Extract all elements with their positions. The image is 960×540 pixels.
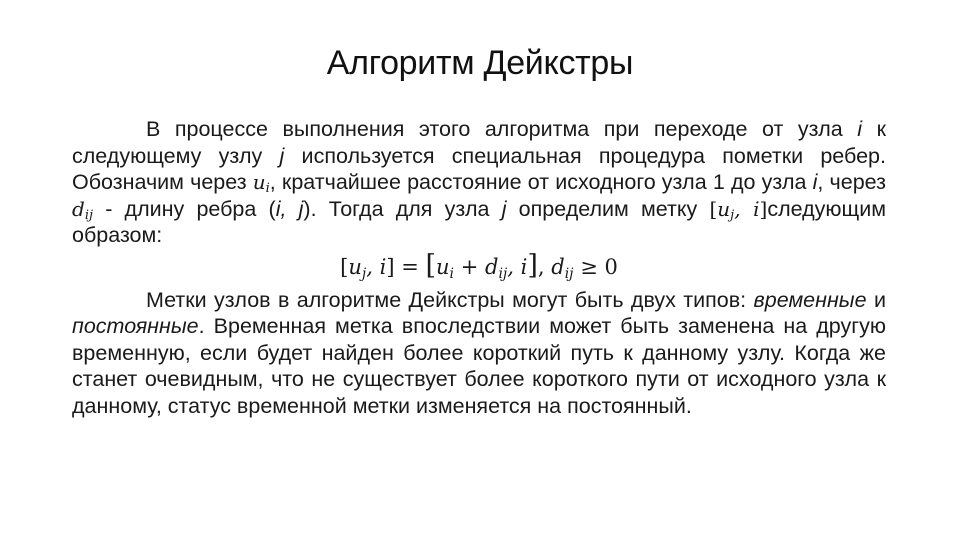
- text: , кратчайшее расстояние от исходного узла 1 до узла: [269, 170, 813, 194]
- text: к следующему узлу: [72, 117, 886, 168]
- term-temporary: временные: [753, 287, 867, 312]
- paragraph-label-types: [72, 287, 886, 420]
- math-label-uj-i: [$u_j$, i]: [709, 196, 768, 223]
- math-d-ij: $d_{ij}$: [72, 196, 94, 223]
- text: - длину ребра (: [93, 196, 276, 221]
- var-j: j: [279, 143, 285, 168]
- slide-title: Алгоритм Дейкстры: [326, 44, 634, 82]
- var-i: i: [857, 117, 863, 141]
- math-u-i: $u_i$: [252, 170, 270, 196]
- term-permanent: постоянные: [72, 314, 199, 338]
- text: В процессе выполнения этого алгоритма при переходе от узла: [146, 117, 858, 141]
- slide-body: [72, 116, 886, 419]
- text: Метки узлов в алгоритме Дейкстры могут быть двух типов:: [146, 287, 754, 312]
- text: ). Тогда для узла: [303, 196, 502, 221]
- var-ij: i, j: [275, 196, 304, 221]
- text: и: [866, 287, 886, 312]
- var-i: i: [812, 170, 818, 194]
- text: следующим образом:: [72, 196, 887, 247]
- paragraph-label-definition: [72, 116, 886, 249]
- text: , через: [817, 170, 886, 194]
- var-j: j: [501, 196, 507, 221]
- label-formula: [$u_j$, $i] = [u_i + d_{ij}$, i], $d_{ij} \ge 0$: [340, 249, 618, 282]
- text: . Временная метка впоследствии может быть заменена на другую временную, если будет найден более короткий путь к данному узлу. Когда же станет очевидным, что не существует более короткого пути от исходного узла к данному, статус временной метки изменяется на постоянный.: [72, 314, 886, 418]
- text: используется специальная процедура пометки ребер. Обозначим через: [72, 143, 886, 194]
- text: определим метку: [506, 196, 710, 221]
